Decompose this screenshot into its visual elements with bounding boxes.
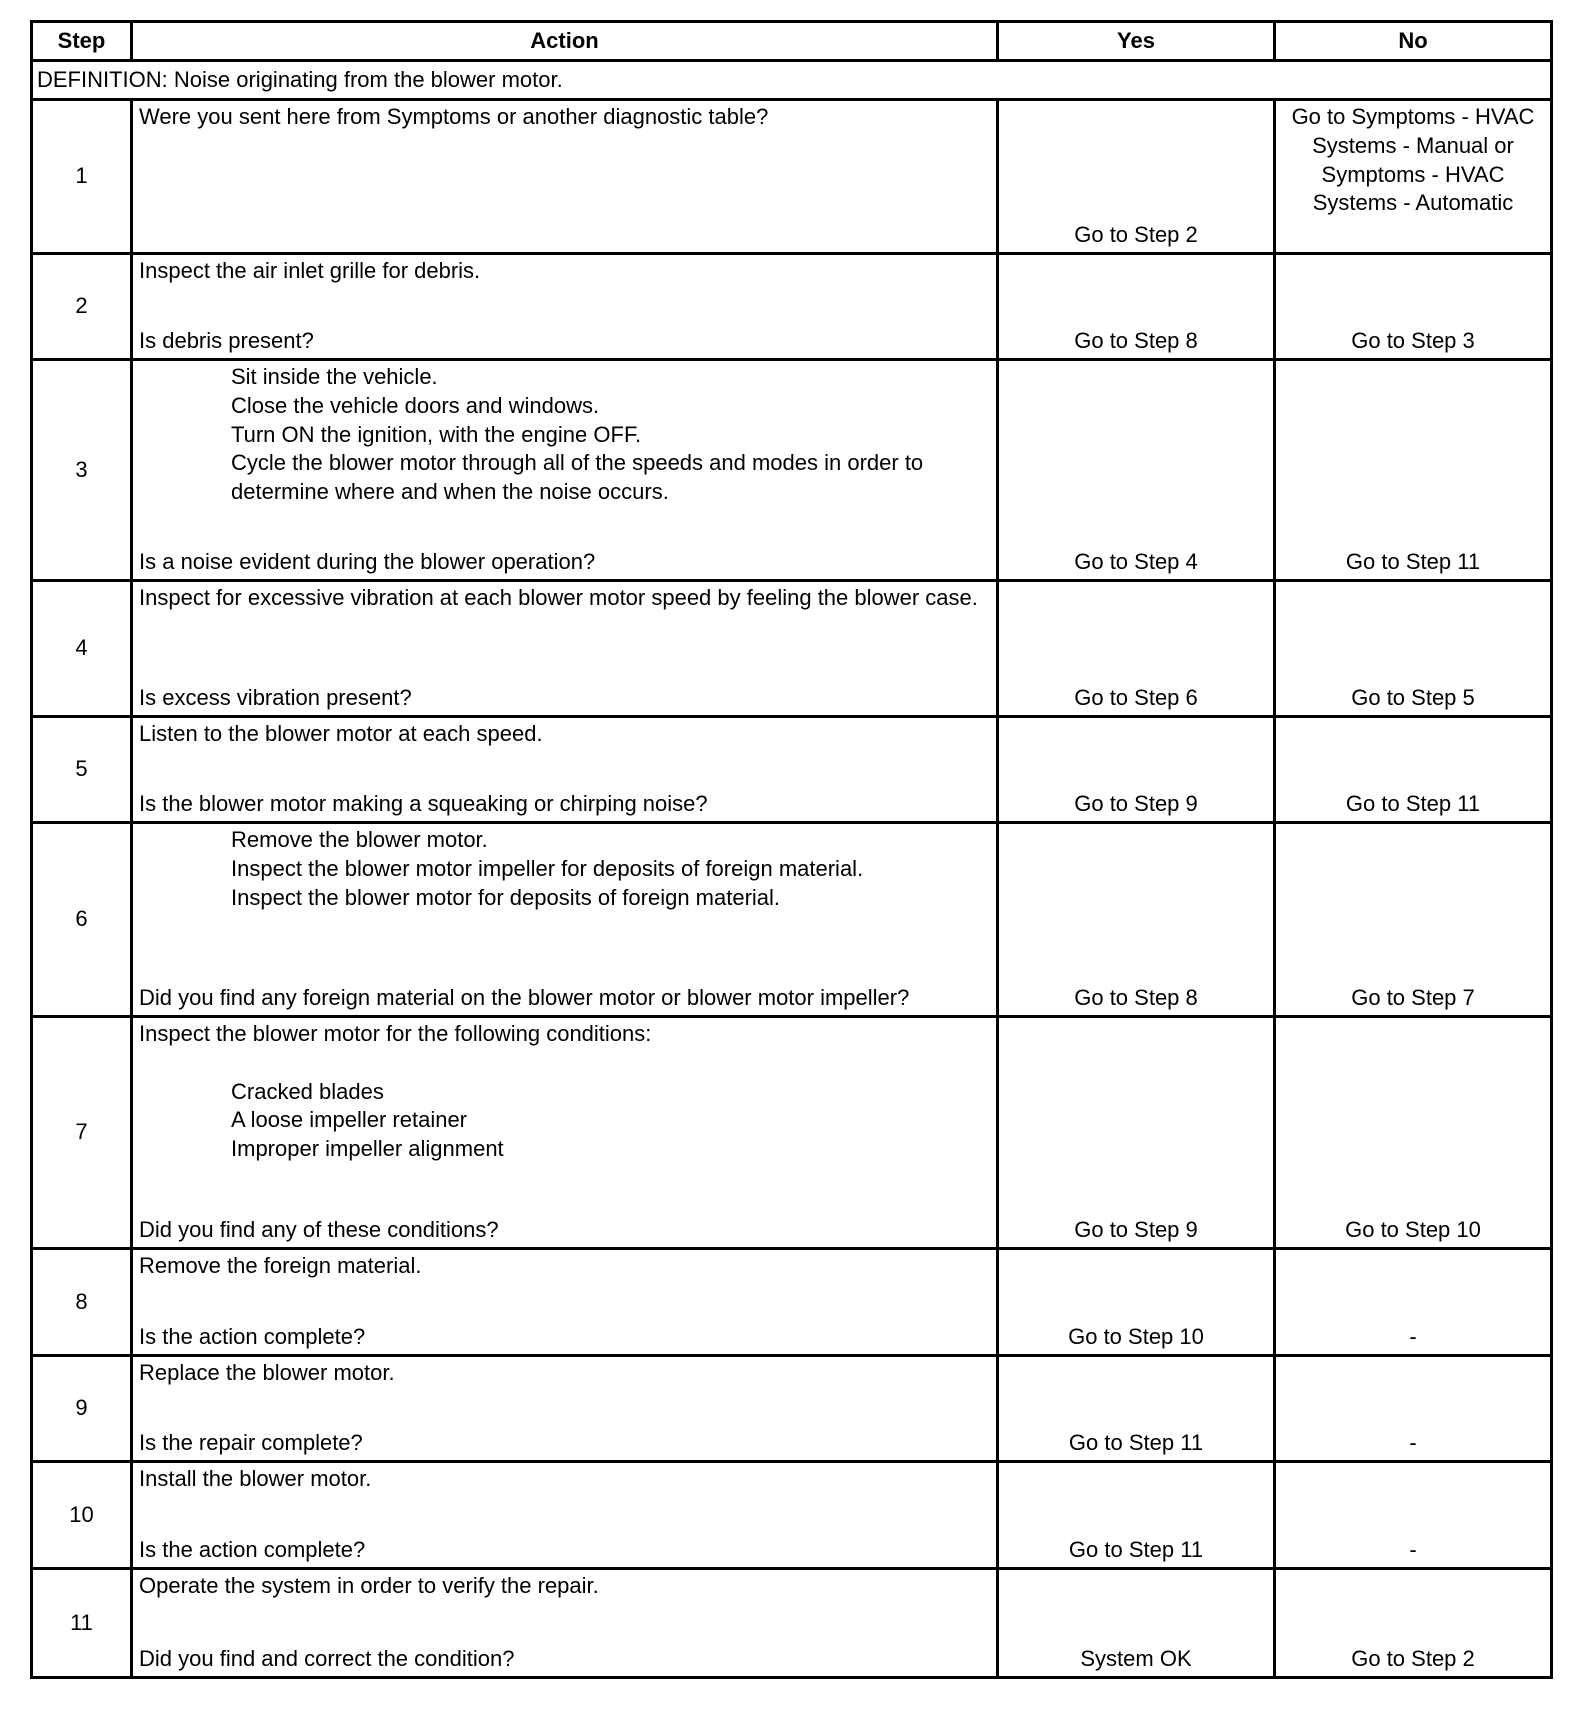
question-text: Is the blower motor making a squeaking or chirping noise? [139, 791, 708, 817]
instruction-text: Operate the system in order to verify the repair. [139, 1573, 599, 1598]
action-cell [132, 100, 998, 254]
table-row [32, 823, 1552, 1017]
header-yes: Yes [998, 22, 1275, 61]
action-instructions [139, 1020, 990, 1164]
step-number: 5 [32, 717, 132, 823]
step-number: 10 [32, 1462, 132, 1569]
yes-result: Go to Step 4 [998, 360, 1275, 581]
step-number: 1 [32, 100, 132, 254]
instruction-item: Sit inside the vehicle. [231, 364, 438, 389]
instruction-item: Cracked blades [231, 1078, 384, 1104]
instruction-item: Inspect the blower motor impeller for deposits of foreign material. [231, 855, 864, 881]
action-instructions [139, 103, 990, 132]
no-result: Go to Step 10 [1275, 1017, 1552, 1249]
no-result: - [1275, 1462, 1552, 1569]
instruction-text: Listen to the blower motor at each speed. [139, 721, 543, 746]
step-number: 2 [32, 254, 132, 360]
step-number: 7 [32, 1017, 132, 1249]
instruction-item: Cycle the blower motor through all of the speeds and modes in order to determine where and when the noise occurs. [231, 450, 924, 505]
table-row [32, 581, 1552, 717]
action-cell [132, 1356, 998, 1462]
yes-result: Go to Step 6 [998, 581, 1275, 717]
action-cell [132, 360, 998, 581]
table-row [32, 1356, 1552, 1462]
question-text: Is excess vibration present? [139, 685, 412, 711]
no-result: Go to Step 11 [1275, 360, 1552, 581]
question-text: Is the repair complete? [139, 1430, 363, 1456]
instruction-item: A loose impeller retainer [231, 1107, 468, 1133]
action-cell [132, 823, 998, 1017]
no-result: Go to Step 7 [1275, 823, 1552, 1017]
table-row [32, 1462, 1552, 1569]
instruction-text: Inspect the air inlet grille for debris. [139, 258, 481, 283]
question-text: Did you find any of these conditions? [139, 1217, 499, 1243]
question-text: Did you find any foreign material on the blower motor or blower motor impeller? [139, 985, 910, 1011]
yes-result: System OK [998, 1569, 1275, 1678]
step-number: 6 [32, 823, 132, 1017]
instruction-text: Remove the foreign material. [139, 1253, 422, 1278]
definition-text: DEFINITION: Noise originating from the blower motor. [32, 61, 1552, 100]
action-cell [132, 254, 998, 360]
action-cell [132, 1249, 998, 1356]
action-cell [132, 1569, 998, 1678]
instruction-item: Turn ON the ignition, with the engine OFF. [231, 421, 642, 447]
action-cell [132, 717, 998, 823]
table-row [32, 717, 1552, 823]
header-step: Step [32, 22, 132, 61]
step-number: 8 [32, 1249, 132, 1356]
question-text: Is the action complete? [139, 1537, 366, 1563]
instruction-text: Inspect the blower motor for the following conditions: [139, 1021, 652, 1046]
step-number: 11 [32, 1569, 132, 1678]
yes-result: Go to Step 2 [998, 100, 1275, 254]
action-instructions [139, 1465, 990, 1494]
no-result: Go to Step 3 [1275, 254, 1552, 360]
header-row [32, 22, 1552, 61]
table-row [32, 100, 1552, 254]
yes-result: Go to Step 8 [998, 823, 1275, 1017]
instruction-text: Were you sent here from Symptoms or another diagnostic table? [139, 104, 769, 129]
instruction-text: Install the blower motor. [139, 1466, 372, 1491]
action-cell [132, 1017, 998, 1249]
no-result: Go to Symptoms - HVAC Systems - Manual or Symptoms - HVAC Systems - Automatic [1275, 100, 1552, 254]
question-text: Is the action complete? [139, 1324, 366, 1350]
no-result: Go to Step 2 [1275, 1569, 1552, 1678]
table-row [32, 254, 1552, 360]
yes-result: Go to Step 11 [998, 1356, 1275, 1462]
step-number: 4 [32, 581, 132, 717]
yes-result: Go to Step 11 [998, 1462, 1275, 1569]
table-row [32, 1017, 1552, 1249]
action-instructions [139, 257, 990, 286]
action-instructions [139, 1252, 990, 1281]
no-result: - [1275, 1356, 1552, 1462]
yes-result: Go to Step 8 [998, 254, 1275, 360]
table-row [32, 1569, 1552, 1678]
instruction-item: Remove the blower motor. [231, 827, 488, 852]
table-row [32, 360, 1552, 581]
action-instructions [139, 720, 990, 749]
instruction-item: Inspect the blower motor for deposits of foreign material. [231, 884, 781, 910]
instruction-item: Improper impeller alignment [231, 1136, 504, 1162]
step-number: 3 [32, 360, 132, 581]
instruction-item: Close the vehicle doors and windows. [231, 392, 600, 418]
yes-result: Go to Step 9 [998, 1017, 1275, 1249]
diagnostic-table [30, 20, 1553, 1679]
action-cell [132, 581, 998, 717]
action-cell [132, 1462, 998, 1569]
question-text: Did you find and correct the condition? [139, 1646, 515, 1672]
header-action: Action [132, 22, 998, 61]
action-instructions [139, 826, 990, 912]
yes-result: Go to Step 9 [998, 717, 1275, 823]
step-number: 9 [32, 1356, 132, 1462]
question-text: Is a noise evident during the blower operation? [139, 549, 596, 575]
action-instructions [139, 1359, 990, 1388]
instruction-text: Inspect for excessive vibration at each blower motor speed by feeling the blower case. [139, 585, 978, 610]
question-text: Is debris present? [139, 328, 314, 354]
header-no: No [1275, 22, 1552, 61]
table-row [32, 1249, 1552, 1356]
action-instructions [139, 1572, 990, 1601]
action-instructions [139, 584, 990, 613]
no-result: Go to Step 5 [1275, 581, 1552, 717]
yes-result: Go to Step 10 [998, 1249, 1275, 1356]
no-result: Go to Step 11 [1275, 717, 1552, 823]
action-instructions [139, 363, 990, 507]
definition-row [32, 61, 1552, 100]
instruction-text: Replace the blower motor. [139, 1360, 395, 1385]
no-result: - [1275, 1249, 1552, 1356]
